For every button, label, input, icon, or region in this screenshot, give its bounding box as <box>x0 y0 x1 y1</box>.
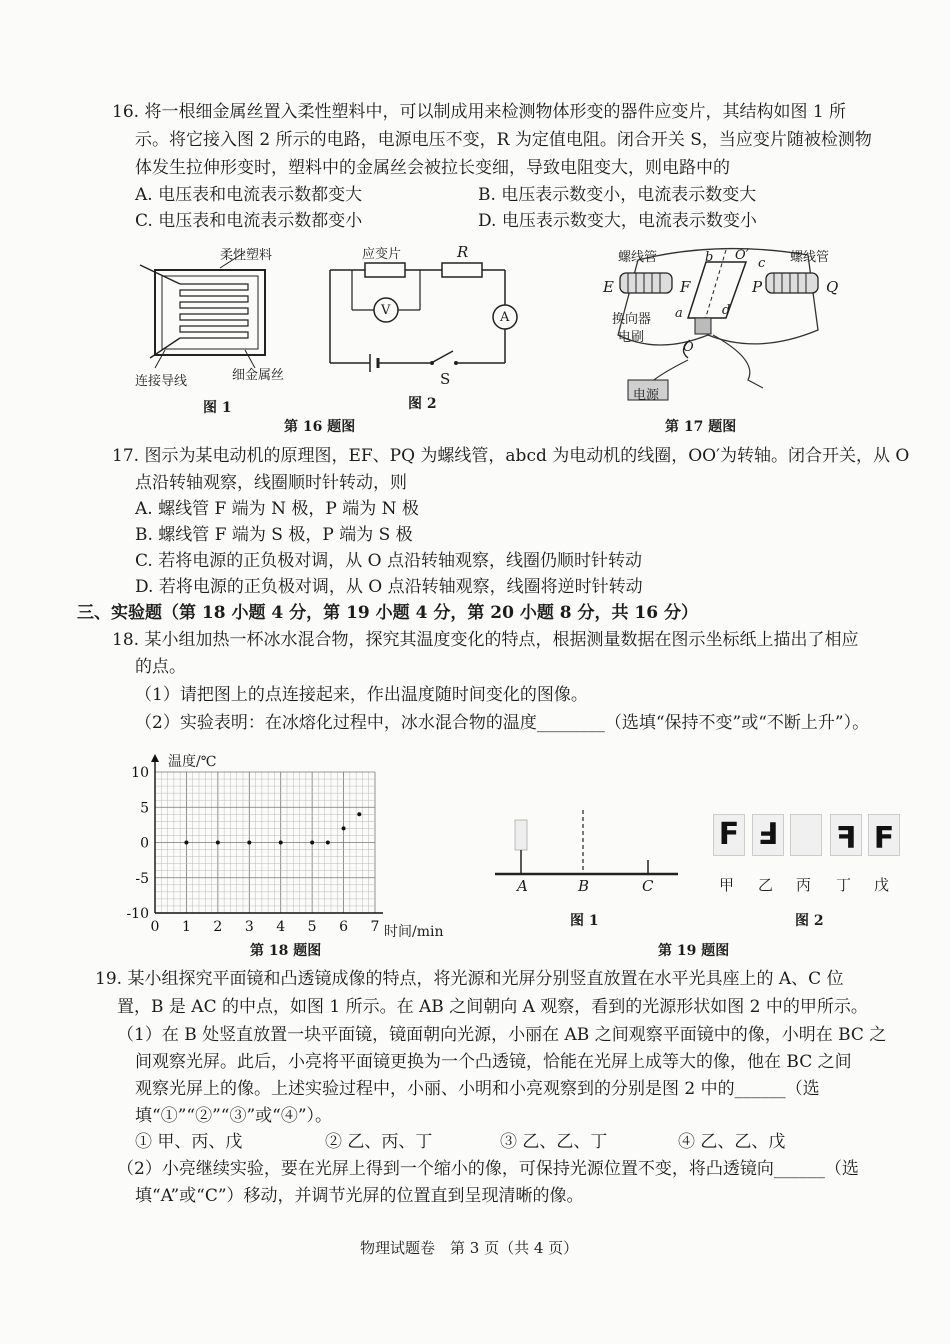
q16-option-c: C. 电压表和电流表示数都变小 <box>135 211 363 231</box>
image-shape-card <box>713 814 745 856</box>
image-shape-card <box>752 814 784 856</box>
chart-y-tick: -5 <box>135 870 149 887</box>
image-shape-name: 丁 <box>836 876 852 894</box>
q16-line1: 16. 将一根细金属丝置入柔性塑料中，可以制成用来检测物体形变的器件应变片，其结构如图 1 所 <box>112 102 847 122</box>
chart-data-point <box>247 841 251 845</box>
switch-s-label: S <box>440 370 451 388</box>
chart-y-tick: 0 <box>140 835 149 852</box>
chart-ylabel: 温度/℃ <box>168 754 217 770</box>
chart-xlabel: 时间/min <box>384 924 444 940</box>
q19-line4: 间观察光屏。此后，小亮将平面镜更换为一个凸透镜，恰能在光屏上成等大的像，他在 BC 之间 <box>135 1052 852 1072</box>
q19-line7: （2）小亮继续实验，要在光屏上得到一个缩小的像，可保持光源位置不变，将凸透镜向______（选 <box>117 1159 859 1179</box>
left-solenoid-label: 螺线管 <box>618 250 658 265</box>
bench-point-b: B <box>578 877 590 895</box>
resistor-r-label: R <box>457 243 469 261</box>
bench-point-c: C <box>642 877 654 895</box>
coil-b-label: b <box>705 250 714 265</box>
image-shape-glyph: F <box>718 817 740 852</box>
chart-data-point <box>310 841 314 845</box>
q17-option-c: C. 若将电源的正负极对调，从 O 点沿转轴观察，线圈仍顺时针转动 <box>135 551 642 571</box>
q17-option-d: D. 若将电源的正负极对调，从 O 点沿转轴观察，线圈将逆时针转动 <box>135 577 643 597</box>
image-shape-glyph: Ⅎ <box>835 818 857 853</box>
image-shape-name: 丙 <box>796 876 812 894</box>
chart-x-tick: 5 <box>307 919 317 935</box>
coil-d-label: d <box>722 303 731 318</box>
metal-wire-label: 细金属丝 <box>232 368 285 383</box>
solenoid-end-p: P <box>752 278 763 296</box>
q17-option-a: A. 螺线管 F 端为 N 极，P 端为 N 极 <box>135 499 419 519</box>
q19-choice-3: ③ 乙、乙、丁 <box>500 1132 608 1152</box>
fig19-2-label: 图 2 <box>795 913 824 929</box>
page-footer: 物理试题卷 第 3 页（共 4 页） <box>360 1239 579 1257</box>
q16-line2: 示。将它接入图 2 所示的电路，电源电压不变，R 为定值电阻。闭合开关 S，当应变片随被检测物 <box>135 130 872 150</box>
brush-label: 电刷 <box>618 330 645 345</box>
q19-choice-4: ④ 乙、乙、戊 <box>678 1132 786 1152</box>
fig17-caption: 第 17 题图 <box>665 419 737 435</box>
chart-y-tick: 10 <box>131 765 149 781</box>
q17-line2: 点沿转轴观察，线圈顺时针转动，则 <box>135 473 407 493</box>
voltmeter-label: V <box>381 303 391 318</box>
lead-wire-label: 连接导线 <box>135 374 188 389</box>
chart-data-point <box>326 841 330 845</box>
q16-option-b: B. 电压表示数变小，电流表示数变大 <box>478 185 757 205</box>
commutator-label: 换向器 <box>612 312 652 327</box>
solenoid-end-e: E <box>603 278 614 296</box>
chart-x-tick: 2 <box>213 919 223 935</box>
coil-c-label: c <box>758 256 766 271</box>
chart-data-point <box>342 826 346 830</box>
q19-line8: 填“A”或“C”）移动，并调节光屏的位置直到呈现清晰的像。 <box>135 1186 584 1206</box>
image-shape-card <box>868 814 900 856</box>
fig18-caption: 第 18 题图 <box>250 943 322 959</box>
axis-o-prime-label: O′ <box>735 248 749 263</box>
fig16-2-label: 图 2 <box>408 396 437 412</box>
q16-line3: 体发生拉伸形变时，塑料中的金属丝会被拉长变细，导致电阻变大，则电路中的 <box>135 158 730 178</box>
soft-plastic-label: 柔性塑料 <box>220 248 273 263</box>
fig19-1-label: 图 1 <box>570 913 599 929</box>
q19-line5: 观察光屏上的像。上述实验过程中，小丽、小明和小亮观察到的分别是图 2 中的______（选 <box>135 1079 820 1099</box>
ammeter-label: A <box>500 310 510 325</box>
image-shape-glyph: Ⅎ <box>757 817 779 852</box>
right-solenoid-label: 螺线管 <box>790 250 830 265</box>
image-shape-glyph: Ⅎ <box>873 818 895 853</box>
image-shape-name: 戊 <box>874 876 890 894</box>
q16-option-d: D. 电压表示数变大，电流表示数变小 <box>478 211 757 231</box>
chart-x-tick: 7 <box>370 919 380 935</box>
image-shape-card <box>830 814 862 856</box>
q18-line1: 18. 某小组加热一杯冰水混合物，探究其温度变化的特点，根据测量数据在图示坐标纸上描出了相应 <box>112 630 859 650</box>
chart-x-tick: 0 <box>150 919 160 935</box>
fig19-caption: 第 19 题图 <box>658 943 730 959</box>
q18-sub1: （1）请把图上的点连接起来，作出温度随时间变化的图像。 <box>135 685 588 705</box>
chart-x-tick: 1 <box>181 919 191 935</box>
q19-choice-2: ② 乙、丙、丁 <box>325 1132 433 1152</box>
chart-data-point <box>216 841 220 845</box>
coil-a-label: a <box>675 306 683 321</box>
q19-line2: 置，B 是 AC 的中点，如图 1 所示。在 AB 之间朝向 A 观察，看到的光源形状如图 2 中的甲所示。 <box>117 997 868 1017</box>
chart-y-tick: 5 <box>140 800 149 817</box>
q18-sub2: （2）实验表明：在冰熔化过程中，冰水混合物的温度________（选填“保持不变”或“不断上升”）。 <box>135 713 870 733</box>
bench-point-a: A <box>517 877 528 895</box>
section-3-heading: 三、实验题（第 18 小题 4 分，第 19 小题 4 分，第 20 小题 8 分，共 16 分） <box>77 603 698 623</box>
image-shape-card <box>790 814 822 856</box>
chart-x-tick: 3 <box>244 919 254 935</box>
chart-y-tick: -10 <box>126 906 149 922</box>
q19-line3: （1）在 B 处竖直放置一块平面镜，镜面朝向光源，小丽在 AB 之间观察平面镜中的像，小明在 BC 之 <box>117 1025 887 1045</box>
chart-data-point <box>184 841 188 845</box>
chart-y-arrow <box>151 754 159 762</box>
axis-o-label: O <box>683 340 694 355</box>
chart-data-point <box>279 841 283 845</box>
strain-gauge-label: 应变片 <box>362 247 402 262</box>
chart-data-point <box>357 812 361 816</box>
fig16-caption: 第 16 题图 <box>284 419 356 435</box>
power-source-label: 电源 <box>633 388 660 403</box>
q19-line6: 填“①”“②”“③”或“④”）。 <box>135 1106 333 1126</box>
chart-x-tick: 6 <box>339 919 349 935</box>
q19-line1: 19. 某小组探究平面镜和凸透镜成像的特点，将光源和光屏分别竖直放置在水平光具座上的 A、C 位 <box>95 969 844 989</box>
solenoid-end-q: Q <box>826 278 839 296</box>
q16-option-a: A. 电压表和电流表示数都变大 <box>135 185 363 205</box>
image-shape-name: 乙 <box>758 876 774 894</box>
image-shape-name: 甲 <box>719 876 735 894</box>
chart-x-tick: 4 <box>276 919 286 935</box>
q17-option-b: B. 螺线管 F 端为 S 极，P 端为 S 极 <box>135 525 413 545</box>
fig16-1-label: 图 1 <box>203 400 232 416</box>
q17-line1: 17. 图示为某电动机的原理图，EF、PQ 为螺线管，abcd 为电动机的线圈，OO′为转轴。闭合开关，从 O <box>112 446 910 466</box>
solenoid-end-f: F <box>680 278 691 296</box>
q19-choice-1: ① 甲、丙、戊 <box>135 1132 243 1152</box>
q18-line2: 的点。 <box>135 657 186 677</box>
